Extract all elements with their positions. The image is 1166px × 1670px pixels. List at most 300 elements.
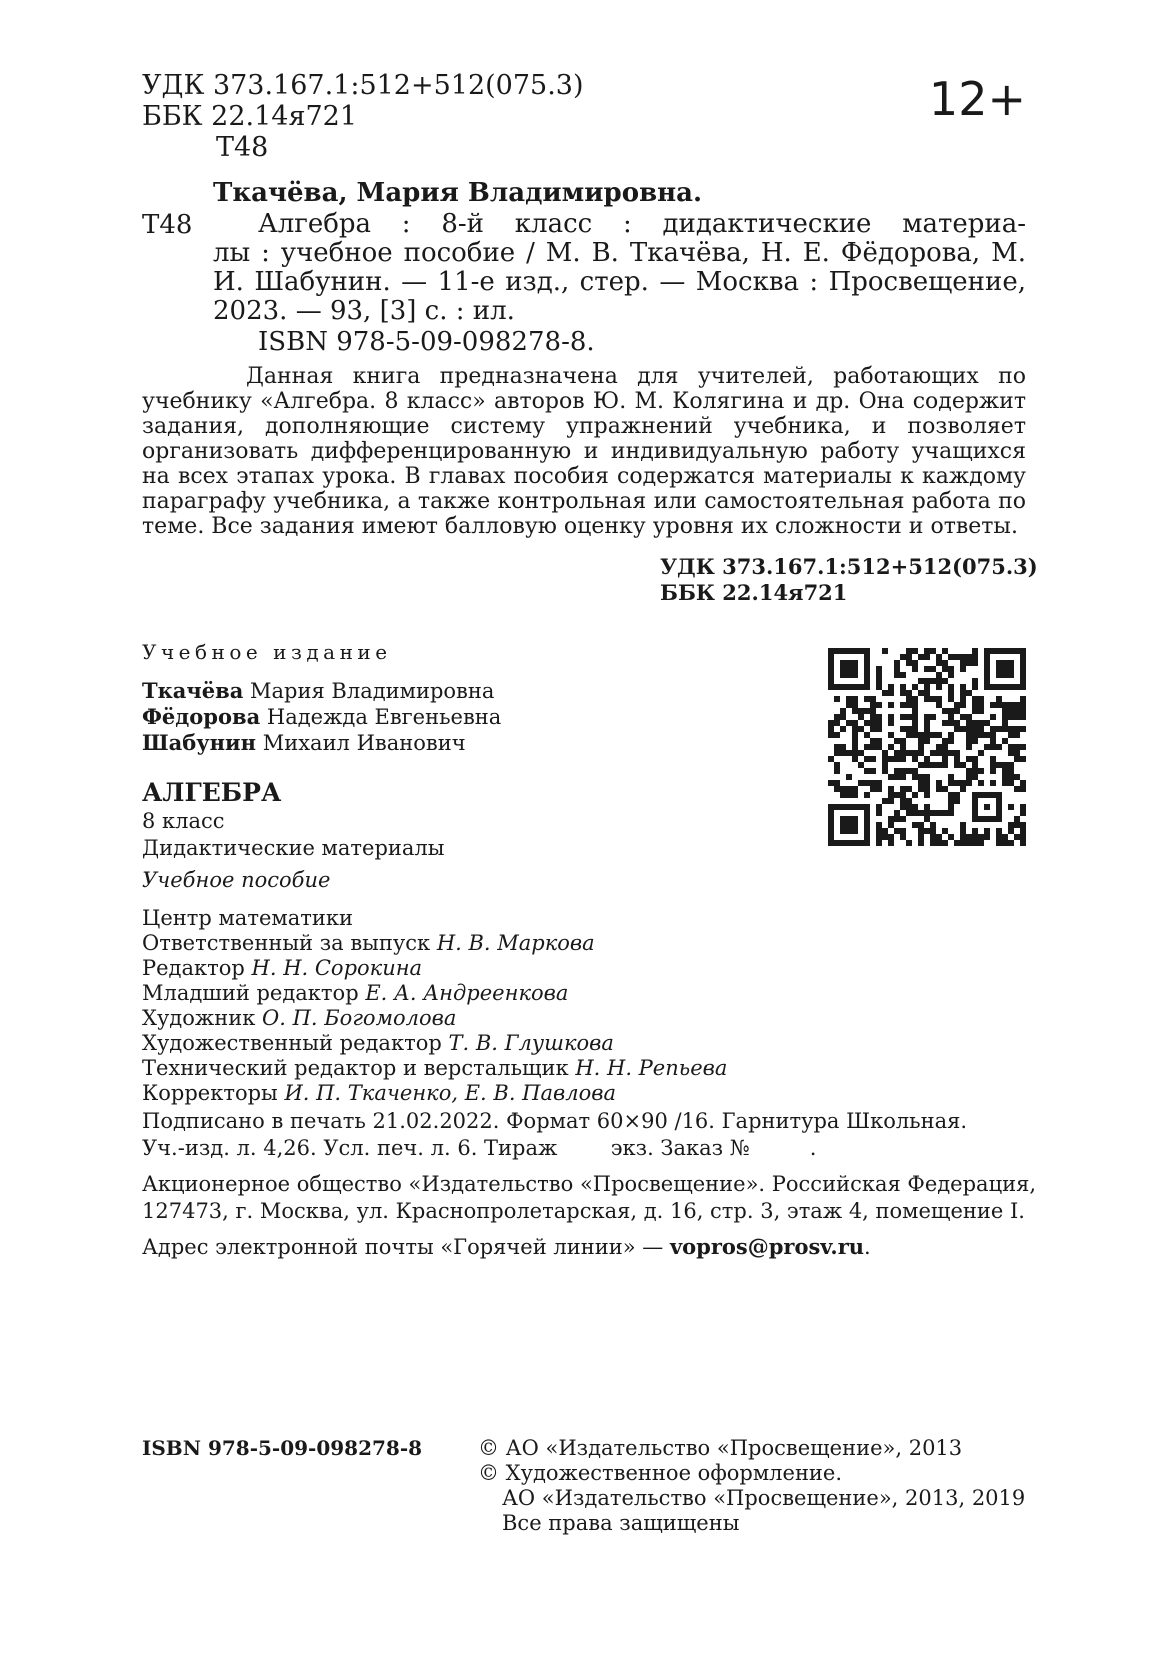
qr-module bbox=[864, 768, 870, 774]
qr-module bbox=[912, 804, 918, 810]
qr-module bbox=[858, 726, 864, 732]
qr-module bbox=[942, 756, 948, 762]
qr-module bbox=[912, 792, 918, 798]
book-type: Учебное пособие bbox=[142, 868, 331, 892]
qr-module bbox=[996, 726, 1002, 732]
qr-module bbox=[888, 720, 894, 726]
qr-module bbox=[852, 732, 858, 738]
qr-module bbox=[876, 840, 882, 846]
credit-row bbox=[142, 1081, 727, 1106]
author-names: Надежда Евгеньевна bbox=[266, 705, 502, 729]
qr-module bbox=[900, 702, 906, 708]
qr-module bbox=[1014, 822, 1020, 828]
grade-block bbox=[142, 808, 444, 862]
qr-module bbox=[1008, 780, 1014, 786]
qr-module bbox=[954, 726, 960, 732]
qr-module bbox=[834, 732, 840, 738]
qr-module bbox=[990, 744, 996, 750]
author-names: Мария Владимировна bbox=[250, 679, 495, 703]
qr-module bbox=[894, 816, 900, 822]
qr-module bbox=[1008, 768, 1014, 774]
qr-module bbox=[972, 834, 978, 840]
publisher-line: Акционерное общество «Издательство «Просвещение». Российская Федерация, bbox=[142, 1172, 1036, 1196]
qr-module bbox=[918, 786, 924, 792]
qr-module bbox=[912, 750, 918, 756]
qr-module bbox=[1014, 714, 1020, 720]
qr-module bbox=[906, 690, 912, 696]
qr-module bbox=[960, 834, 966, 840]
bbk-code-bold: ББК 22.14я721 bbox=[660, 580, 848, 605]
qr-module bbox=[1008, 732, 1014, 738]
qr-module bbox=[948, 708, 954, 714]
edition-type: Учебное издание bbox=[142, 640, 392, 664]
qr-module bbox=[948, 732, 954, 738]
credits-list bbox=[142, 906, 727, 1106]
qr-module bbox=[936, 732, 942, 738]
qr-module bbox=[924, 678, 930, 684]
qr-module bbox=[876, 684, 882, 690]
qr-module bbox=[996, 840, 1002, 846]
qr-module bbox=[876, 666, 882, 672]
qr-module bbox=[888, 732, 894, 738]
qr-module bbox=[966, 660, 972, 666]
qr-module bbox=[948, 792, 954, 798]
qr-module bbox=[984, 834, 990, 840]
qr-module bbox=[876, 786, 882, 792]
copyright-line: © Художественное оформление. bbox=[478, 1461, 843, 1485]
qr-module bbox=[906, 786, 912, 792]
qr-module bbox=[972, 720, 978, 726]
qr-module bbox=[900, 726, 906, 732]
qr-module bbox=[918, 810, 924, 816]
qr-module bbox=[924, 780, 930, 786]
email-address[interactable]: vopros@prosv.ru bbox=[669, 1234, 865, 1259]
qr-module bbox=[870, 786, 876, 792]
qr-module bbox=[936, 762, 942, 768]
qr-module bbox=[852, 750, 858, 756]
qr-module bbox=[924, 738, 930, 744]
qr-module bbox=[864, 756, 870, 762]
qr-module bbox=[936, 702, 942, 708]
qr-module bbox=[918, 744, 924, 750]
qr-module bbox=[978, 750, 984, 756]
qr-module bbox=[888, 786, 894, 792]
qr-module bbox=[936, 660, 942, 666]
qr-module bbox=[942, 708, 948, 714]
qr-module bbox=[1008, 714, 1014, 720]
credit-person: Н. Н. Репьева bbox=[575, 1056, 728, 1080]
qr-module bbox=[990, 762, 996, 768]
book-subtitle: Дидактические материалы bbox=[142, 836, 445, 860]
qr-module bbox=[924, 786, 930, 792]
qr-module bbox=[960, 822, 966, 828]
qr-module bbox=[978, 720, 984, 726]
qr-module bbox=[1020, 834, 1026, 840]
qr-module bbox=[954, 708, 960, 714]
qr-module bbox=[972, 768, 978, 774]
qr-module bbox=[858, 708, 864, 714]
email-prefix: Адрес электронной почты «Горячей линии» — bbox=[142, 1235, 670, 1259]
credit-person: И. П. Ткаченко, Е. В. Павлова bbox=[284, 1081, 616, 1105]
qr-module bbox=[960, 666, 966, 672]
qr-module bbox=[846, 792, 852, 798]
qr-module bbox=[978, 780, 984, 786]
copyright-block bbox=[478, 1436, 1025, 1536]
qr-module bbox=[894, 810, 900, 816]
qr-module bbox=[906, 714, 912, 720]
qr-module bbox=[966, 690, 972, 696]
qr-module bbox=[966, 654, 972, 660]
qr-module bbox=[1008, 822, 1014, 828]
qr-module bbox=[990, 780, 996, 786]
qr-module bbox=[1002, 834, 1008, 840]
qr-module bbox=[1008, 750, 1014, 756]
qr-module bbox=[876, 726, 882, 732]
qr-module bbox=[996, 696, 1002, 702]
qr-module bbox=[876, 738, 882, 744]
qr-module bbox=[906, 804, 912, 810]
qr-module bbox=[942, 666, 948, 672]
qr-module bbox=[924, 828, 930, 834]
author-row bbox=[142, 678, 501, 704]
qr-module bbox=[960, 714, 966, 720]
author-surname: Ткачёва bbox=[142, 678, 244, 703]
credit-person: Т. В. Глушкова bbox=[448, 1031, 614, 1055]
qr-module bbox=[876, 828, 882, 834]
grade: 8 класс bbox=[142, 809, 225, 833]
qr-module bbox=[840, 714, 846, 720]
qr-module bbox=[930, 732, 936, 738]
qr-module bbox=[912, 810, 918, 816]
qr-module bbox=[948, 798, 954, 804]
qr-module bbox=[912, 708, 918, 714]
qr-module bbox=[888, 798, 894, 804]
qr-module bbox=[924, 810, 930, 816]
qr-module bbox=[930, 666, 936, 672]
qr-module bbox=[912, 822, 918, 828]
qr-module bbox=[948, 750, 954, 756]
qr-module bbox=[954, 840, 960, 846]
qr-module bbox=[936, 654, 942, 660]
qr-module bbox=[930, 648, 936, 654]
credit-row bbox=[142, 1056, 727, 1081]
qr-module bbox=[990, 768, 996, 774]
qr-module bbox=[966, 732, 972, 738]
qr-module bbox=[1020, 756, 1026, 762]
qr-module bbox=[942, 648, 948, 654]
qr-module bbox=[852, 720, 858, 726]
qr-module bbox=[894, 792, 900, 798]
qr-module bbox=[1014, 816, 1020, 822]
qr-module bbox=[912, 660, 918, 666]
qr-module bbox=[936, 672, 942, 678]
qr-module bbox=[960, 690, 966, 696]
qr-module bbox=[954, 780, 960, 786]
qr-module bbox=[966, 720, 972, 726]
qr-module bbox=[906, 798, 912, 804]
qr-module bbox=[954, 702, 960, 708]
bib-author-heading: Ткачёва, Мария Владимировна. bbox=[213, 178, 703, 208]
qr-module bbox=[966, 744, 972, 750]
qr-module bbox=[924, 756, 930, 762]
author-surname: Фёдорова bbox=[142, 704, 261, 729]
qr-module bbox=[972, 840, 978, 846]
credit-role: Художник bbox=[142, 1006, 256, 1030]
qr-module bbox=[906, 726, 912, 732]
qr-module bbox=[852, 726, 858, 732]
qr-module bbox=[972, 774, 978, 780]
qr-module bbox=[972, 708, 978, 714]
qr-module bbox=[1020, 708, 1026, 714]
qr-module bbox=[864, 780, 870, 786]
qr-module bbox=[840, 708, 846, 714]
credit-role: Центр математики bbox=[142, 906, 353, 930]
qr-module bbox=[906, 840, 912, 846]
bib-description-line1: Алгебра : 8-й класс : дидактические материа- bbox=[258, 209, 1026, 239]
qr-module bbox=[924, 684, 930, 690]
qr-module bbox=[930, 696, 936, 702]
qr-module bbox=[1002, 714, 1008, 720]
qr-module bbox=[834, 780, 840, 786]
qr-module bbox=[912, 756, 918, 762]
author-row bbox=[142, 730, 501, 756]
qr-module bbox=[1014, 702, 1020, 708]
qr-module bbox=[918, 828, 924, 834]
qr-module bbox=[972, 660, 978, 666]
qr-module bbox=[846, 774, 852, 780]
copyright-line: Все права защищены bbox=[502, 1511, 740, 1535]
qr-module bbox=[978, 732, 984, 738]
qr-module bbox=[888, 816, 894, 822]
qr-module bbox=[900, 792, 906, 798]
qr-module bbox=[1002, 726, 1008, 732]
classification-codes bbox=[142, 70, 584, 163]
qr-module bbox=[918, 750, 924, 756]
qr-module bbox=[942, 840, 948, 846]
qr-module bbox=[900, 786, 906, 792]
qr-module bbox=[936, 696, 942, 702]
qr-module bbox=[918, 834, 924, 840]
qr-code bbox=[828, 648, 1026, 846]
qr-module bbox=[870, 714, 876, 720]
qr-module bbox=[1020, 804, 1026, 810]
qr-module bbox=[924, 762, 930, 768]
qr-module bbox=[936, 810, 942, 816]
qr-module bbox=[912, 768, 918, 774]
qr-module bbox=[924, 792, 930, 798]
qr-module bbox=[870, 780, 876, 786]
qr-module bbox=[1008, 708, 1014, 714]
qr-module bbox=[828, 780, 834, 786]
qr-module bbox=[978, 726, 984, 732]
qr-module bbox=[912, 774, 918, 780]
qr-module bbox=[954, 762, 960, 768]
qr-module bbox=[918, 840, 924, 846]
qr-module bbox=[888, 792, 894, 798]
qr-module bbox=[1014, 732, 1020, 738]
qr-module bbox=[912, 702, 918, 708]
qr-module bbox=[1020, 810, 1026, 816]
qr-module bbox=[900, 750, 906, 756]
qr-module bbox=[996, 834, 1002, 840]
print-line: Подписано в печать 21.02.2022. Формат 60×90 /16. Гарнитура Школьная. bbox=[142, 1109, 968, 1133]
author-surname: Шабунин bbox=[142, 730, 257, 755]
qr-module bbox=[942, 810, 948, 816]
qr-module bbox=[978, 768, 984, 774]
qr-module bbox=[1002, 720, 1008, 726]
qr-module bbox=[966, 738, 972, 744]
credit-row bbox=[142, 1006, 727, 1031]
qr-module bbox=[918, 780, 924, 786]
qr-module bbox=[870, 702, 876, 708]
qr-module bbox=[978, 708, 984, 714]
qr-module bbox=[930, 822, 936, 828]
qr-module bbox=[918, 690, 924, 696]
qr-module bbox=[930, 810, 936, 816]
qr-module bbox=[840, 744, 846, 750]
qr-module bbox=[900, 714, 906, 720]
author-names: Михаил Иванович bbox=[262, 731, 466, 755]
qr-module bbox=[954, 720, 960, 726]
qr-module bbox=[972, 828, 978, 834]
qr-module bbox=[852, 738, 858, 744]
credit-person: Е. А. Андреенкова bbox=[365, 981, 569, 1005]
credit-role: Корректоры bbox=[142, 1081, 278, 1105]
qr-module bbox=[1020, 702, 1026, 708]
credit-row bbox=[142, 981, 727, 1006]
qr-module bbox=[972, 696, 978, 702]
qr-module bbox=[954, 756, 960, 762]
qr-module bbox=[834, 714, 840, 720]
qr-module bbox=[882, 834, 888, 840]
qr-module bbox=[1002, 762, 1008, 768]
qr-module bbox=[990, 726, 996, 732]
qr-module bbox=[900, 672, 906, 678]
qr-module bbox=[894, 672, 900, 678]
qr-module bbox=[936, 780, 942, 786]
qr-module bbox=[1014, 708, 1020, 714]
qr-module bbox=[900, 690, 906, 696]
qr-module bbox=[906, 696, 912, 702]
qr-module bbox=[876, 810, 882, 816]
qr-module bbox=[852, 696, 858, 702]
qr-module bbox=[852, 744, 858, 750]
qr-module bbox=[960, 786, 966, 792]
qr-module bbox=[924, 666, 930, 672]
qr-module bbox=[888, 690, 894, 696]
qr-module bbox=[930, 834, 936, 840]
qr-module bbox=[984, 744, 990, 750]
qr-module bbox=[948, 654, 954, 660]
bib-isbn: ISBN 978-5-09-098278-8. bbox=[258, 327, 595, 357]
qr-module bbox=[972, 756, 978, 762]
qr-module bbox=[870, 708, 876, 714]
qr-module bbox=[948, 834, 954, 840]
qr-module bbox=[876, 744, 882, 750]
qr-module bbox=[954, 792, 960, 798]
qr-module bbox=[948, 720, 954, 726]
qr-module bbox=[984, 720, 990, 726]
qr-module bbox=[1014, 786, 1020, 792]
qr-module bbox=[978, 702, 984, 708]
qr-module bbox=[960, 654, 966, 660]
qr-module bbox=[1014, 834, 1020, 840]
qr-module bbox=[1014, 774, 1020, 780]
qr-module bbox=[882, 768, 888, 774]
qr-module bbox=[846, 750, 852, 756]
qr-module bbox=[978, 696, 984, 702]
qr-module bbox=[942, 750, 948, 756]
qr-module bbox=[948, 696, 954, 702]
age-rating: 12+ bbox=[928, 72, 1026, 126]
qr-module bbox=[1008, 702, 1014, 708]
qr-module bbox=[948, 774, 954, 780]
qr-module bbox=[906, 732, 912, 738]
qr-module bbox=[996, 762, 1002, 768]
qr-module bbox=[984, 828, 990, 834]
qr-module bbox=[876, 822, 882, 828]
qr-module bbox=[906, 660, 912, 666]
qr-module bbox=[852, 702, 858, 708]
qr-module bbox=[894, 828, 900, 834]
qr-module bbox=[888, 834, 894, 840]
credit-row bbox=[142, 931, 727, 956]
qr-module bbox=[948, 738, 954, 744]
qr-module bbox=[912, 696, 918, 702]
qr-module bbox=[1008, 804, 1014, 810]
qr-module bbox=[1008, 828, 1014, 834]
qr-module bbox=[900, 738, 906, 744]
qr-module bbox=[912, 720, 918, 726]
qr-module bbox=[864, 720, 870, 726]
qr-module bbox=[960, 726, 966, 732]
qr-module bbox=[966, 726, 972, 732]
qr-module bbox=[864, 744, 870, 750]
qr-module bbox=[912, 684, 918, 690]
qr-module bbox=[906, 768, 912, 774]
qr-module bbox=[876, 678, 882, 684]
qr-module bbox=[840, 750, 846, 756]
qr-module bbox=[876, 672, 882, 678]
qr-module bbox=[900, 684, 906, 690]
qr-module bbox=[966, 780, 972, 786]
qr-module bbox=[930, 714, 936, 720]
qr-module bbox=[960, 828, 966, 834]
qr-module bbox=[882, 690, 888, 696]
qr-module bbox=[894, 756, 900, 762]
qr-module bbox=[948, 810, 954, 816]
qr-module bbox=[846, 702, 852, 708]
qr-module bbox=[966, 714, 972, 720]
qr-module bbox=[954, 798, 960, 804]
qr-module bbox=[834, 720, 840, 726]
qr-module bbox=[870, 768, 876, 774]
qr-module bbox=[924, 804, 930, 810]
qr-module bbox=[942, 828, 948, 834]
qr-module bbox=[966, 756, 972, 762]
qr-module bbox=[900, 654, 906, 660]
qr-module bbox=[942, 660, 948, 666]
qr-module bbox=[858, 762, 864, 768]
qr-module bbox=[1008, 762, 1014, 768]
qr-module bbox=[876, 720, 882, 726]
qr-module bbox=[1020, 786, 1026, 792]
qr-module bbox=[888, 774, 894, 780]
qr-module bbox=[1020, 696, 1026, 702]
qr-module bbox=[894, 660, 900, 666]
qr-module bbox=[882, 750, 888, 756]
qr-module bbox=[864, 708, 870, 714]
